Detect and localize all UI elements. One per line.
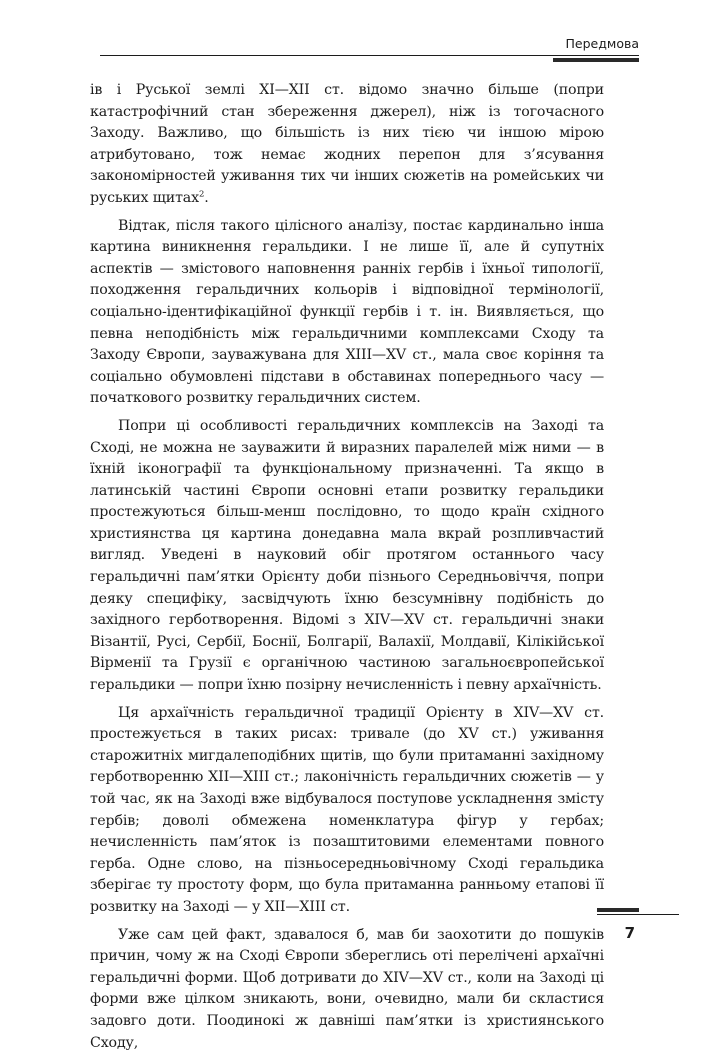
header-rule-thick (553, 58, 639, 62)
paragraph-2: Відтак, після такого цілісного аналізу, постає кардинально інша картина виникнення геральдики. І не лише її, але й супутніх аспектів — змістового наповнення ранніх гербів і їхньої типології, походження геральдичних кольорів і відповідної термінології, соціально-ідентифікаційної функції гербів і т. ін. Виявляється, що певна неподібність між геральдичними комплексами Сходу та Заходу Європи, зауважувана для XIII—XV ст., мала своє коріння та соціально обумовлені підстави в обставинах попереднього часу — початкового розвитку геральдичних систем. (90, 217, 604, 407)
header-rule-thin (100, 55, 639, 56)
paragraph-1-text: ів і Руської землі XI—XII ст. відомо значно більше (попри катастрофічний стан збереження джерел), ніж із тогочасного Заходу. Важливо, що більшість із них тією чи іншою мірою атрибутовано, тож немає жодних перепон для з’ясування закономірностей уживання тих чи інших сюжетів на ромейських чи руських щитах (90, 82, 604, 206)
paragraph-5: Уже сам цей факт, здавалося б, мав би заохотити до пошуків причин, чому ж на Сході Європи збереглись оті перелічені архаїчні геральдичні форми. Щоб дотривати до XIV—XV ст., коли на Заході ці форми вже цілком зникають, вони, очевидно, мали би скластися задовго доти. Поодинокі ж давніші пам’ятки із християнського Сходу, (90, 926, 604, 1051)
page-footer (0, 908, 639, 948)
paragraph-1: ів і Руської землі XI—XII ст. відомо значно більше (попри катастрофічний стан збереження джерел), ніж із тогочасного Заходу. Важливо, що більшість із них тією чи іншою мірою атрибутовано, тож немає жодних перепон для з’ясування закономірностей уживання тих чи інших сюжетів на ромейських чи руських щитах$^2$. (90, 82, 604, 206)
footnote-reference[interactable]: 2 (198, 189, 205, 200)
footer-rule-thin (597, 914, 679, 915)
paragraph-4: Ця архаїчність геральдичної традиції Орієнту в XIV—XV ст. простежується в таких рисах: тривале (до XV ст.) уживання старожитніх мигдалеподібних щитів, що були притаманні західному герботворенню XII—XIII ст.; лаконічність геральдичних сюжетів — у той час, як на Заході вже відбувалося поступове ускладнення змісту гербів; доволі обмежена номенклатура фігур у гербах; нечисленність пам’яток із позаштитовими елементами повного герба. Одне слово, на пізньосередньовічному Сході геральдика зберігає ту простоту форм, що була притаманна ранньому етапові її розвитку на Заході — у XII—XIII ст. (90, 704, 604, 915)
page-number: 7 (624, 924, 635, 942)
footer-rule-thick (597, 908, 639, 912)
running-title: Передмова (565, 36, 639, 51)
running-header (0, 28, 639, 62)
paragraph-3: Попри ці особливості геральдичних комплексів на Заході та Сході, не можна не зауважити й виразних паралелей між ними — в їхній іконографії та функціональному призначенні. Та якщо в латинській частині Європи основні етапи розвитку геральдики простежуються більш-менш послідовно, то щодо країн східного християнства ця картина донедавна мала вкрай розпливчастий вигляд. Уведені в науковий обіг протягом останнього часу геральдичні пам’ятки Орієнту доби пізнього Середньовіччя, попри деяку специфіку, засвідчують їхню безсумнівну подібність до західного герботворення. Відомі з XIV—XV ст. геральдичні знаки Візантії, Русі, Сербії, Боснії, Болгарії, Валахії, Молдавії, Кілікійської Вірменії та Грузії є органічною частиною загальноєвропейської геральдики — попри їхню позірну нечисленність і певну архаїчність. (90, 417, 604, 694)
